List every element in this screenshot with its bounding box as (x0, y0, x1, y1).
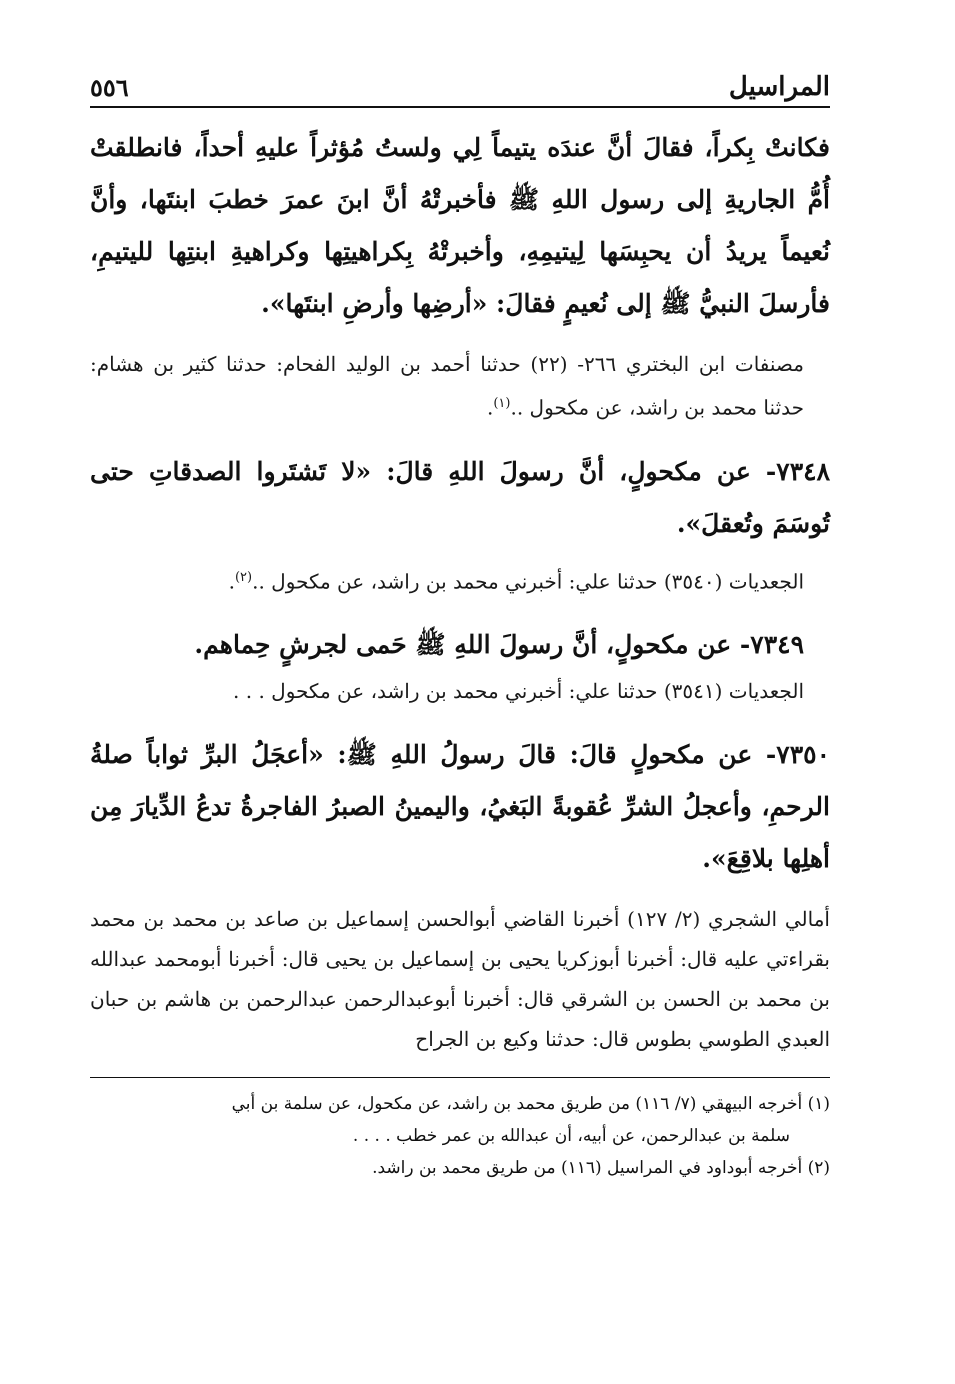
source-text: مصنفات ابن البختري ٢٦٦- (٢٢) حدثنا أحمد بن الوليد الفحام: حدثنا كثير بن هشام: حدثنا محمد بن راشد، عن مكحول .. (90, 352, 804, 420)
footnote-ref: (٢) (234, 569, 253, 585)
footnote-2: (٢) أخرجه أبوداود في المراسيل (١١٦) من طريق محمد بن راشد. (372, 1158, 830, 1179)
hadith-7350: ٧٣٥٠- عن مكحولٍ قالَ: قالَ رسولُ اللهِ ﷺ: «أعجَلُ البرِّ ثواباً صلةُ الرحمِ، وأعجلُ الشرِّ عُقوبةً البَغيُ، واليمينُ الصبرُ الفاجرةُ تدعُ الدِّيارَ مِن أهلِها بلاقِعَ». (90, 740, 830, 874)
header-title: المراسيل (728, 72, 830, 102)
source-text: الجعديات (٣٥٤٠) حدثنا علي: أخبرني محمد بن راشد، عن مكحول .. (252, 569, 804, 594)
running-header (90, 60, 830, 102)
hadith-7348: ٧٣٤٨- عن مكحولٍ، أنَّ رسولَ اللهِ قالَ: «لا تَشتَروا الصدقاتِ حتى تُوسَمَ وتُعقلَ». (90, 456, 830, 538)
source-note: الجعديات (٣٥٤٠) حدثنا علي: أخبرني محمد بن راشد، عن مكحول ..$^{(٢)}$. (228, 569, 804, 594)
header-rule (90, 106, 830, 108)
footnote-1-continued: سلمة بن عبدالرحمن، عن أبيه، أن عبدالله بن عمر خطب . . . . (352, 1126, 790, 1147)
footnote-rule (90, 1077, 830, 1078)
source-note: الجعديات (٣٥٤١) حدثنا علي: أخبرني محمد بن راشد، عن مكحول . . . (233, 679, 804, 704)
source-note: مصنفات ابن البختري ٢٦٦- (٢٢) حدثنا أحمد بن الوليد الفحام: حدثنا كثير بن هشام: حدثنا محمد بن راشد، عن مكحول ..$^{(١)}$. (90, 352, 804, 420)
source-note: أمالي الشجري (٢/ ١٢٧) أخبرنا القاضي أبوالحسن إسماعيل بن صاعد بن محمد بن محمد بقراءتي عليه قال: أخبرنا أبوزكريا يحيى بن إسماعيل بن يحيى قال: أخبرنا أبومحمد عبدالله بن محمد بن الحسن بن الشرقي قال: أخبرنا أبوعبدالرحمن عبدالرحمن بن هاشم بن حبان العبدي الطوسي بطوس قال: حدثنا وكيع بن الجراح (90, 907, 831, 1052)
page-number: ٥٥٦ (90, 73, 129, 102)
hadith-continued: فكانتْ بِكراً، فقالَ أنَّ عندَه يتيماً لِي ولستُ مُؤثراً عليهِ أحداً، فانطلقتْ أُمُّ الجاريةِ إلى رسول اللهِ ﷺ فأخبرتْهُ أنَّ ابنَ عمرَ خطبَ ابنتَها، وأنَّ نُعيماً يريدُ أن يحبِسَها لِيتيمِهِ، وأخبرتْهُ بِكراهيتِها وكراهيةِ ابنتِها لليتيمِ، فأرسلَ النبيُّ ﷺ إلى نُعيمٍ فقالَ: «أرضِها وأرضِ ابنتَها». (90, 133, 830, 318)
footnote-ref: (١) (493, 396, 511, 411)
page (90, 60, 830, 1184)
hadith-7349: ٧٣٤٩- عن مكحولٍ، أنَّ رسولَ اللهِ ﷺ حَمى لجرشٍ حِماهم. (194, 630, 804, 660)
footnote-1: (١) أخرجه البيهقي (٧/ ١١٦) من طريق محمد بن راشد، عن مكحول، عن سلمة بن أبي (231, 1094, 830, 1115)
